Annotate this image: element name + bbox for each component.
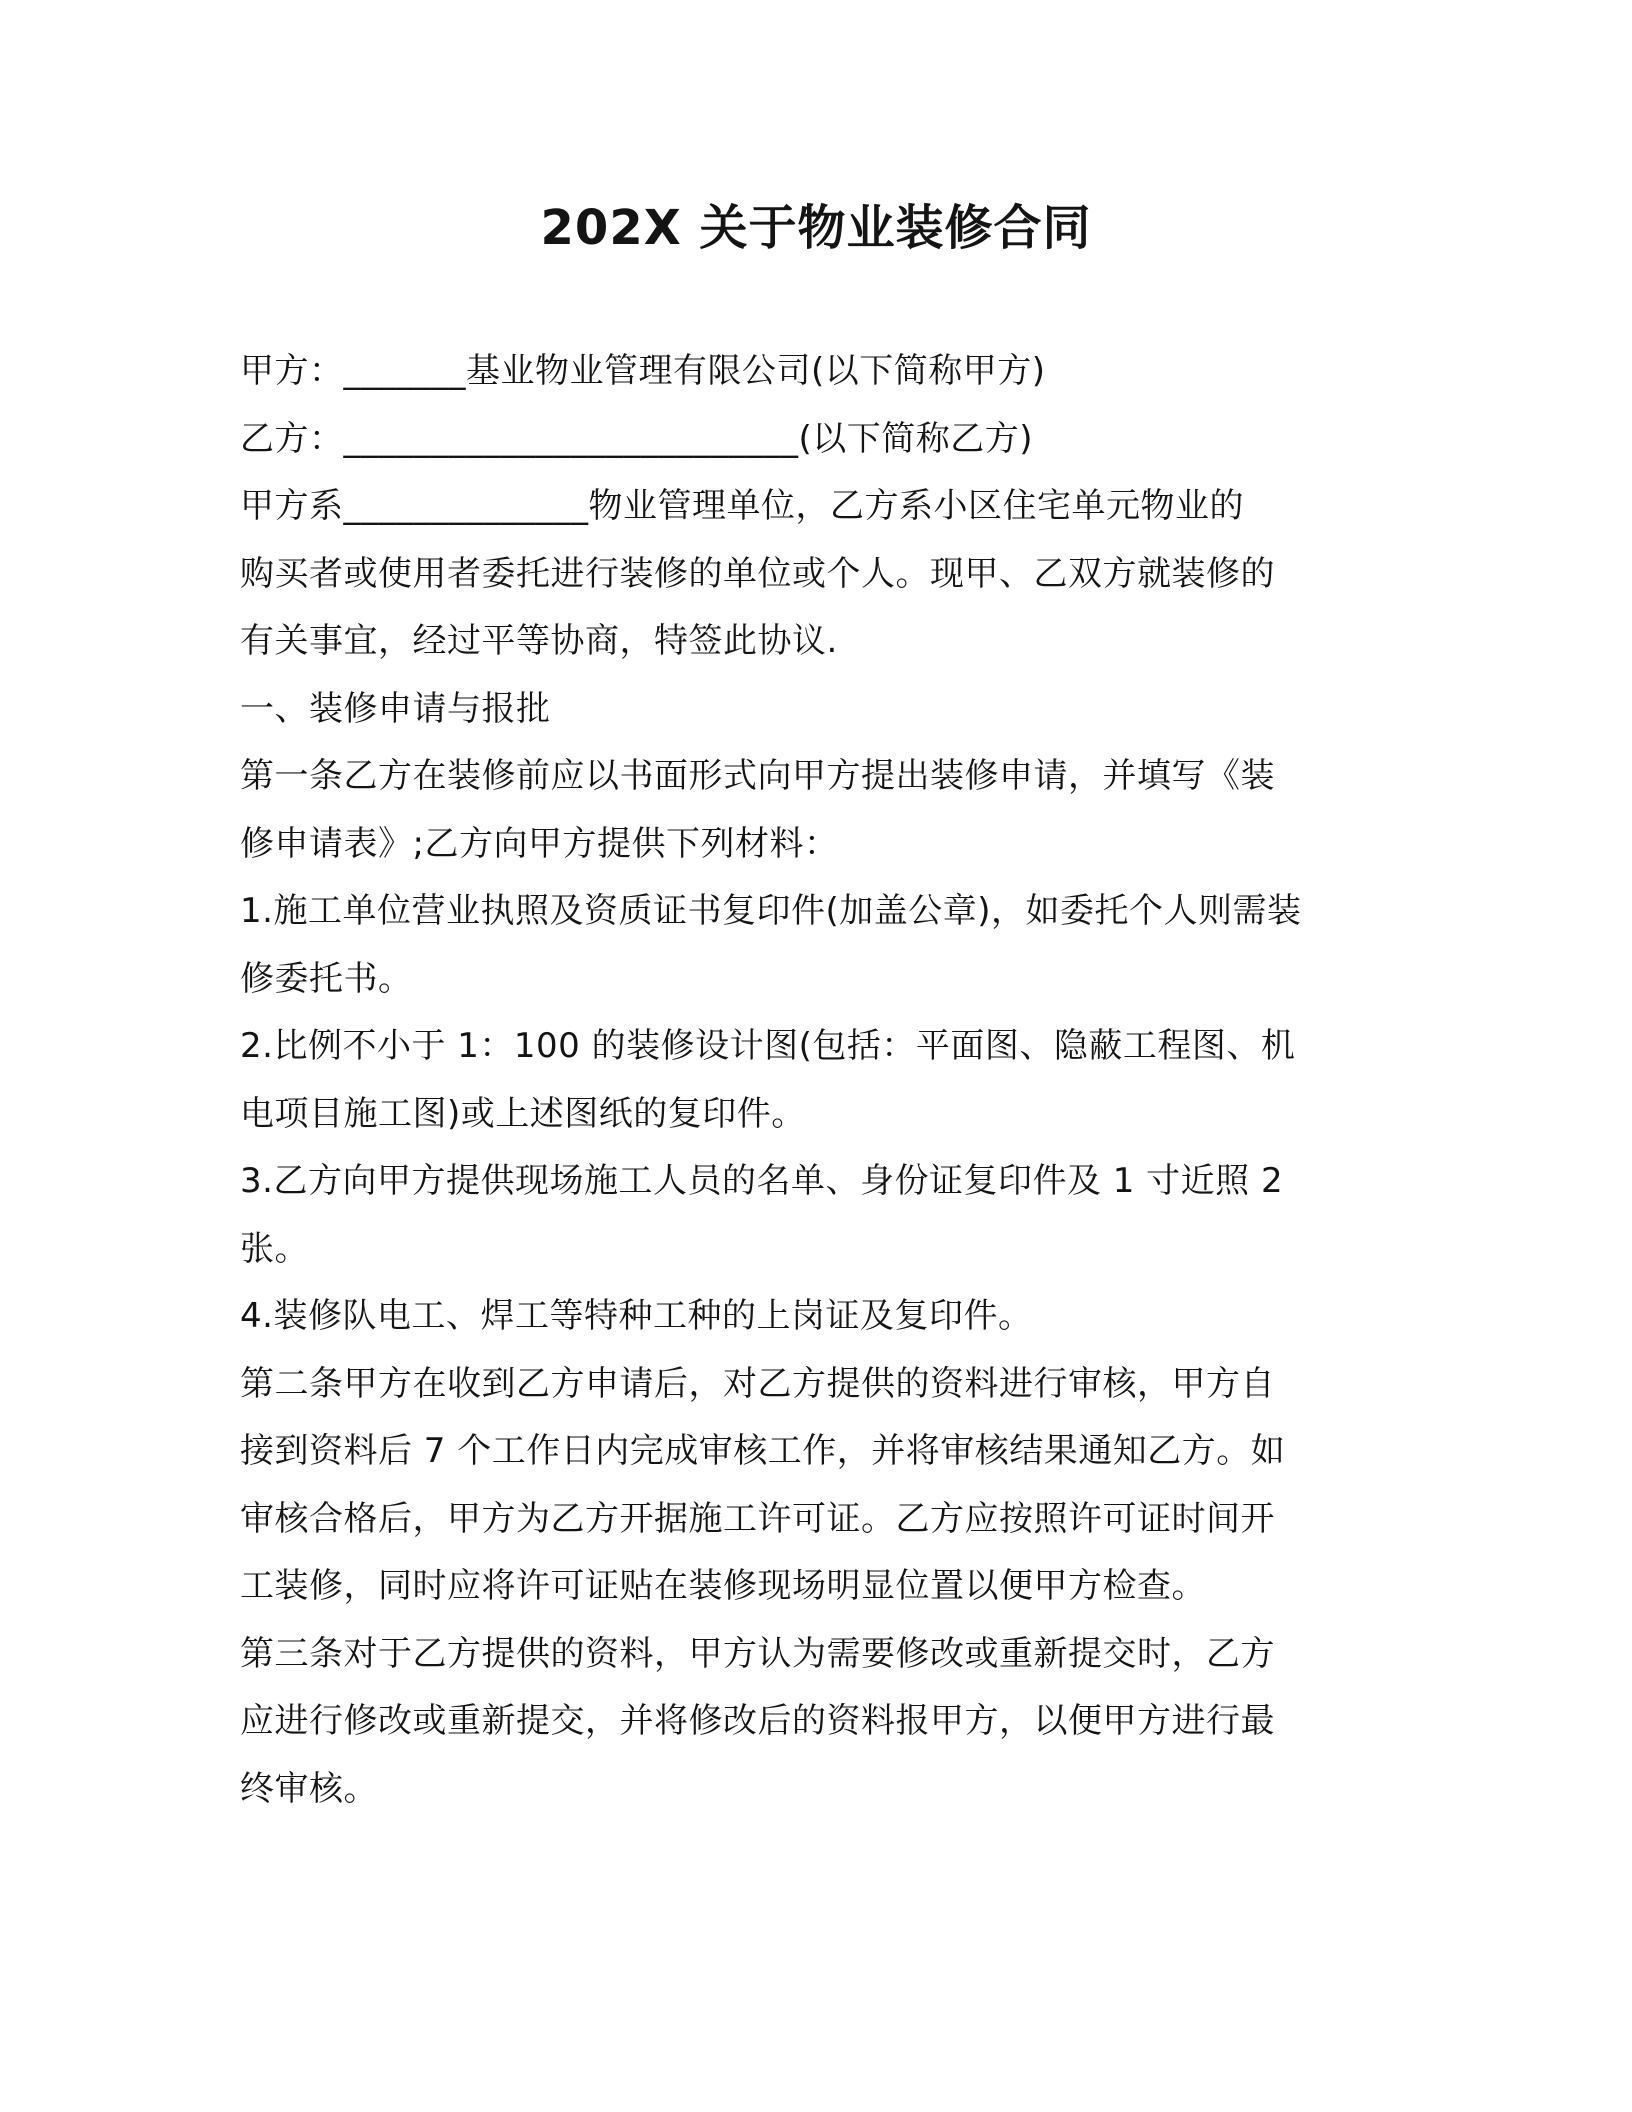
text-line: 第一条乙方在装修前应以书面形式向甲方提出装修申请，并填写《装 — [240, 756, 1275, 796]
document-body — [240, 338, 1400, 1823]
text-line: 审核合格后，甲方为乙方开据施工许可证。乙方应按照许可证时间开 — [240, 1498, 1275, 1539]
text-line: 有关事宜，经过平等协商，特签此协议. — [240, 621, 838, 661]
text-line: 3.乙方向甲方提供现场施工人员的名单、身份证复印件及 1 寸近照 2 — [240, 1161, 1284, 1201]
text-line: 应进行修改或重新提交，并将修改后的资料报甲方，以便甲方进行最 — [240, 1701, 1275, 1741]
text-line: 修申请表》;乙方向甲方提供下列材料： — [240, 823, 839, 864]
text-line: 接到资料后 7 个工作日内完成审核工作，并将审核结果通知乙方。如 — [240, 1431, 1286, 1471]
text-line-party-a: 甲方：_______基业物业管理有限公司(以下简称甲方) — [240, 351, 1046, 391]
text-line: 第三条对于乙方提供的资料，甲方认为需要修改或重新提交时，乙方 — [240, 1633, 1275, 1674]
text-line: 购买者或使用者委托进行装修的单位或个人。现甲、乙双方就装修的 — [240, 553, 1275, 594]
text-line-party-b: 乙方：__________________________(以下简称乙方) — [240, 418, 1034, 459]
text-line: 工装修，同时应将许可证贴在装修现场明显位置以便甲方检查。 — [240, 1566, 1206, 1606]
text-line: 修委托书。 — [240, 958, 413, 999]
text-line: 4.装修队电工、焊工等特种工种的上岗证及复印件。 — [240, 1296, 1033, 1336]
document-title: 202X 关于物业装修合同 — [540, 200, 1092, 256]
text-line: 张。 — [240, 1228, 309, 1269]
text-line: 电项目施工图)或上述图纸的复印件。 — [240, 1093, 806, 1134]
section-heading: 一、装修申请与报批 — [240, 688, 551, 729]
text-line: 2.比例不小于 1：100 的装修设计图(包括：平面图、隐蔽工程图、机 — [240, 1026, 1296, 1066]
text-line: 甲方系______________物业管理单位，乙方系小区住宅单元物业的 — [240, 486, 1244, 526]
text-line: 1.施工单位营业执照及资质证书复印件(加盖公章)，如委托个人则需装 — [240, 891, 1302, 931]
text-line: 第二条甲方在收到乙方申请后，对乙方提供的资料进行审核，甲方自 — [240, 1363, 1275, 1404]
text-line: 终审核。 — [240, 1768, 378, 1809]
